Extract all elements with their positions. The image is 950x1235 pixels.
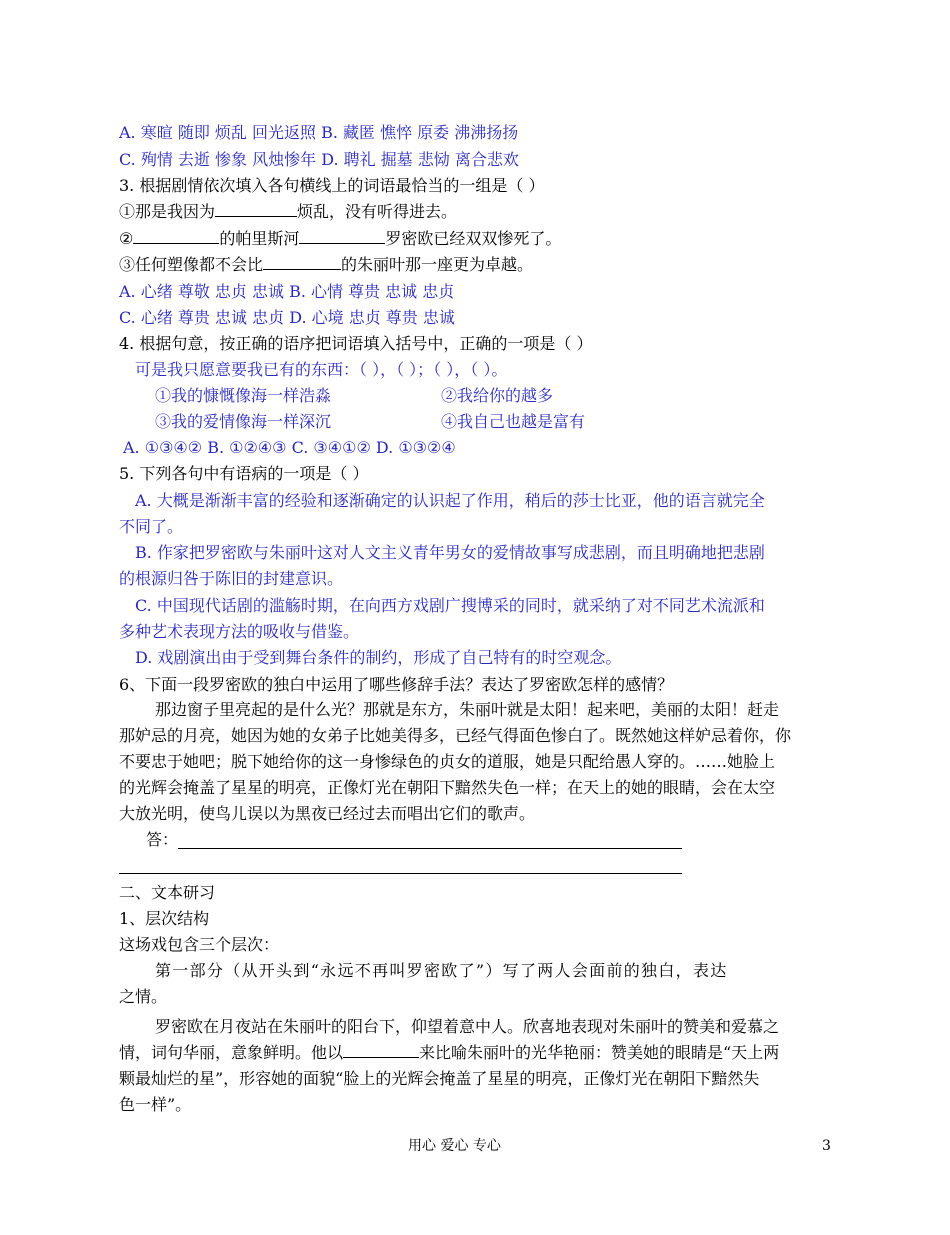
- footer-motto: 用心 爱心 专心: [408, 1138, 501, 1154]
- q3-sentence-1: [119, 202, 457, 222]
- answer-line-1: [178, 848, 682, 849]
- blank-line: [299, 229, 385, 244]
- q4-item-4: ④我自己也越是富有: [441, 412, 586, 431]
- q3-s2-text-b: 的帕里斯河: [219, 229, 300, 248]
- subsection-heading: 1、层次结构: [119, 909, 210, 928]
- q6-passage-line-3: 不要忠于她吧；脱下她给你的这一身惨绿色的贞女的道服，她是只配给愚人穿的。……她脸上: [119, 752, 776, 771]
- q2-option-row-cd: C. 殉情 去逝 惨象 风烛惨年 D. 聘礼 掘墓 悲恸 离合悲欢: [119, 150, 519, 169]
- q3-option-row-ab: A. 心绪 尊敬 忠贞 忠诚 B. 心情 尊贵 忠诚 忠贞: [119, 282, 455, 301]
- q4-stem: 4. 根据句意，按正确的语序把词语填入括号中，正确的一项是（ ）: [119, 334, 593, 353]
- q5-option-a-line-1: A. 大概是渐渐丰富的经验和逐渐确定的认识起了作用，稍后的莎士比亚，他的语言就完全: [135, 491, 765, 510]
- q5-stem: 5. 下列各句中有语病的一项是（ ）: [119, 464, 369, 483]
- romeo-line-2-text-a: 情，词句华丽，意象鲜明。他以: [119, 1043, 344, 1062]
- blank-line: [133, 229, 219, 244]
- q3-s3-text-b: 的朱丽叶那一座更为卓越。: [341, 255, 534, 274]
- page-number: 3: [822, 1138, 831, 1154]
- part1-line-2: 之情。: [119, 987, 168, 1006]
- q4-sentence: 可是我只愿意要我已有的东西：（ ），（ ）；（ ），（ ）。: [135, 360, 508, 379]
- q6-answer-label: 答：: [146, 830, 179, 849]
- q5-option-d: D. 戏剧演出由于受到舞台条件的制约，形成了自己特有的时空观念。: [135, 648, 622, 667]
- blank-line: [215, 202, 297, 217]
- q4-item-3: ③我的爱情像海一样深沉: [155, 412, 332, 431]
- romeo-line-2: [119, 1043, 779, 1063]
- q5-option-a-line-2: 不同了。: [119, 517, 184, 536]
- q4-item-1: ①我的慷慨像海一样浩淼: [155, 386, 332, 405]
- blank-line: [343, 1043, 419, 1058]
- q5-option-b-line-1: B. 作家把罗密欧与朱丽叶这对人文主义青年男女的爱情故事写成悲剧，而且明确地把悲剧: [135, 543, 765, 562]
- romeo-line-4: 色一样”。: [119, 1095, 192, 1114]
- romeo-line-3: 颗最灿烂的星”，形容她的面貌“脸上的光辉会掩盖了星星的明亮，正像灯光在朝阳下黯然失: [119, 1069, 760, 1088]
- q4-item-2: ②我给你的越多: [441, 386, 554, 405]
- answer-line-2: [119, 873, 682, 874]
- section-heading: 二、文本研习: [119, 883, 216, 902]
- q3-s1-text-b: 烦乱，没有听得进去。: [297, 202, 458, 221]
- q6-stem: 6、下面一段罗密欧的独白中运用了哪些修辞手法？表达了罗密欧怎样的感情？: [119, 675, 674, 694]
- q3-s2-text-a: ②: [119, 229, 134, 248]
- q6-passage-line-2: 那妒忌的月亮，她因为她的女弟子比她美得多，已经气得面色惨白了。既然她这样妒忌着你，你: [119, 726, 792, 745]
- romeo-line-2-text-b: 来比喻朱丽叶的光华艳丽：赞美她的眼睛是“天上两: [419, 1043, 780, 1062]
- structure-intro: 这场戏包含三个层次：: [119, 935, 280, 954]
- q2-option-row-ab: A. 寒暄 随即 烦乱 回光返照 B. 藏匿 憔悴 原委 沸沸扬扬: [119, 123, 519, 142]
- q3-stem: 3. 根据剧情依次填入各句横线上的词语最恰当的一组是（ ）: [119, 176, 545, 195]
- blank-line: [263, 255, 341, 270]
- q3-s1-text-a: ①那是我因为: [119, 202, 216, 221]
- q5-option-b-line-2: 的根源归咎于陈旧的封建意识。: [119, 569, 344, 588]
- q3-s3-text-a: ③任何塑像都不会比: [119, 255, 264, 274]
- q5-option-c-line-2: 多种艺术表现方法的吸收与借鉴。: [119, 622, 360, 641]
- romeo-line-1: 罗密欧在月夜站在朱丽叶的阳台下，仰望着意中人。欣喜地表现对朱丽叶的赞美和爱慕之: [155, 1017, 780, 1036]
- q3-option-row-cd: C. 心绪 尊贵 忠诚 忠贞 D. 心境 忠贞 尊贵 忠诚: [119, 308, 455, 327]
- q6-passage-line-1: 那边窗子里亮起的是什么光？那就是东方，朱丽叶就是太阳！起来吧，美丽的太阳！赶走: [155, 700, 780, 719]
- q6-passage-line-5: 大放光明，使鸟儿误以为黑夜已经过去而唱出它们的歌声。: [119, 804, 536, 823]
- q3-sentence-3: [119, 255, 533, 275]
- q6-passage-line-4: 的光辉会掩盖了星星的明亮，正像灯光在朝阳下黯然失色一样；在天上的她的眼睛，会在太空: [119, 778, 776, 797]
- part1-line-1: 第一部分（从开头到“永远不再叫罗密欧了”）写了两人会面前的独白，表达: [155, 961, 728, 980]
- q3-s2-text-c: 罗密欧已经双双惨死了。: [385, 229, 562, 248]
- q5-option-c-line-1: C. 中国现代话剧的滥觞时期，在向西方戏剧广搜博采的同时，就采纳了对不同艺术流派和: [135, 596, 765, 615]
- q3-sentence-2: [119, 229, 561, 249]
- q4-options: A. ①③④② B. ①②④③ C. ③④①② D. ①③②④: [123, 438, 456, 457]
